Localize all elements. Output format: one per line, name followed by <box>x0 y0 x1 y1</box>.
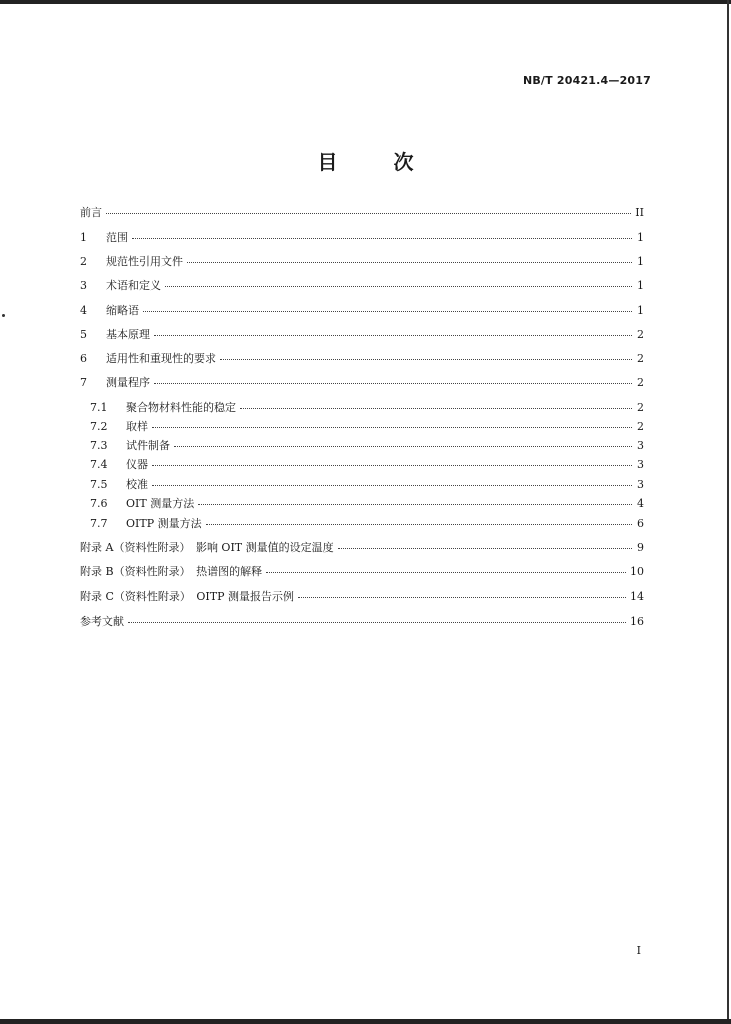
toc-entry-number: 4 <box>80 304 87 317</box>
scan-edge-top <box>0 0 731 4</box>
toc-entry-number: 7.7 <box>90 517 108 530</box>
dot-leader <box>106 204 631 214</box>
toc-entry[interactable] <box>80 229 644 249</box>
dot-leader <box>152 418 632 428</box>
toc-entry-text: 适用性和重现性的要求 <box>106 352 216 365</box>
toc-entry[interactable] <box>80 563 644 583</box>
toc-entry[interactable] <box>80 588 644 608</box>
document-code: NB/T 20421.4—2017 <box>522 74 651 87</box>
toc-entry[interactable] <box>80 350 644 370</box>
toc-entry-text: 附录 C（资料性附录） OITP 测量报告示例 <box>80 590 295 603</box>
page-number: I <box>636 944 641 957</box>
toc-entry-text: OITP 测量方法 <box>126 517 202 530</box>
dot-leader <box>298 588 626 598</box>
toc-entry-number: 2 <box>80 255 87 268</box>
toc-entry-number: 6 <box>80 352 87 365</box>
toc-entry[interactable] <box>80 302 644 322</box>
toc-entry-text: OIT 测量方法 <box>126 497 195 510</box>
toc-entry-label <box>80 588 294 604</box>
toc-entry-number: 7.2 <box>90 420 108 433</box>
toc-entry-number: 3 <box>80 279 87 292</box>
toc-entry-page: 2 <box>637 352 644 365</box>
toc-entry-label <box>80 350 216 366</box>
toc-entry[interactable] <box>80 456 644 476</box>
toc-entry-label <box>80 326 150 342</box>
toc-entry-page: 1 <box>637 231 644 244</box>
toc-entry-text: 测量程序 <box>106 376 150 389</box>
toc-entry-label <box>80 476 148 492</box>
toc-entry[interactable] <box>80 515 644 535</box>
dot-leader <box>154 326 632 336</box>
toc-entry[interactable] <box>80 374 644 394</box>
toc-entry-page: 1 <box>637 304 644 317</box>
toc-entry-label <box>80 456 148 472</box>
toc-entry-number: 7.4 <box>90 458 108 471</box>
dot-leader <box>132 229 632 239</box>
toc-entry[interactable] <box>80 437 644 457</box>
toc-entry-label <box>80 613 124 629</box>
toc-entry-page: 2 <box>637 401 644 414</box>
dot-leader <box>143 302 632 312</box>
toc-entry-text: 取样 <box>126 420 148 433</box>
toc-entry-label <box>80 253 183 269</box>
toc-entry-label <box>80 277 161 293</box>
toc-entry-page: 2 <box>637 420 644 433</box>
dot-leader <box>152 456 632 466</box>
toc-entry-page: 2 <box>637 328 644 341</box>
toc-entry-page: 6 <box>637 517 644 530</box>
toc-entry-number: 1 <box>80 231 87 244</box>
toc-entry-page: 14 <box>630 590 644 603</box>
toc-entry-text: 术语和定义 <box>106 279 161 292</box>
toc-entry-label <box>80 302 139 318</box>
dot-leader <box>338 539 632 549</box>
dot-leader <box>198 495 632 505</box>
toc-entry-page: 3 <box>637 458 644 471</box>
toc-entry-page: 4 <box>637 497 644 510</box>
toc-entry-text: 范围 <box>106 231 128 244</box>
toc-entry-page: 2 <box>637 376 644 389</box>
dot-leader <box>187 253 632 263</box>
toc-entry-label <box>80 399 236 415</box>
toc-entry-page: 10 <box>630 565 644 578</box>
toc-entry-label <box>80 495 194 511</box>
toc-entry-text: 附录 A（资料性附录） 影响 OIT 测量值的设定温度 <box>80 541 334 554</box>
toc-entry-label <box>80 204 102 220</box>
toc-entry-number: 7.5 <box>90 478 108 491</box>
scan-edge-bottom <box>0 1019 731 1024</box>
dot-leader <box>165 277 632 287</box>
toc-entry[interactable] <box>80 277 644 297</box>
toc-entry-text: 试件制备 <box>126 439 170 452</box>
toc-entry-text: 基本原理 <box>106 328 150 341</box>
dot-leader <box>154 374 632 384</box>
toc-entry[interactable] <box>80 253 644 273</box>
toc-entry[interactable] <box>80 399 644 419</box>
toc-entry[interactable] <box>80 204 644 224</box>
toc-entry-number: 7 <box>80 376 87 389</box>
toc-entry-label <box>80 437 170 453</box>
toc-entry-label <box>80 229 128 245</box>
toc-entry-label <box>80 515 202 531</box>
dot-leader <box>206 515 632 525</box>
toc-entry[interactable] <box>80 495 644 515</box>
dot-leader <box>240 399 632 409</box>
toc-entry-page: 3 <box>637 439 644 452</box>
toc-entry-label <box>80 539 334 555</box>
page-title: 目 次 <box>317 150 432 174</box>
toc-entry-text: 缩略语 <box>106 304 139 317</box>
toc-entry-label <box>80 374 150 390</box>
toc-entry-text: 规范性引用文件 <box>106 255 183 268</box>
toc-entry[interactable] <box>80 476 644 496</box>
toc-entry[interactable] <box>80 613 644 633</box>
toc-entry[interactable] <box>80 326 644 346</box>
toc-entry-page: 1 <box>637 279 644 292</box>
toc-entry-page: 1 <box>637 255 644 268</box>
toc-entry-number: 7.1 <box>90 401 108 414</box>
toc-entry-number: 5 <box>80 328 87 341</box>
toc-entry-text: 仪器 <box>126 458 148 471</box>
toc-entry-number: 7.6 <box>90 497 108 510</box>
toc-entry-text: 校准 <box>126 478 148 491</box>
toc-entry[interactable] <box>80 418 644 438</box>
toc-entry-text: 参考文献 <box>80 615 124 628</box>
dot-leader <box>152 476 632 486</box>
dot-leader <box>174 437 632 447</box>
toc-entry-label <box>80 563 262 579</box>
toc-entry-page: II <box>635 206 644 219</box>
dot-leader <box>266 563 626 573</box>
toc-entry-text: 附录 B（资料性附录） 热谱图的解释 <box>80 565 263 578</box>
toc-entry-text: 聚合物材料性能的稳定 <box>126 401 236 414</box>
toc-entry-page: 16 <box>630 615 644 628</box>
toc-entry-number: 7.3 <box>90 439 108 452</box>
toc-entry-label <box>80 418 148 434</box>
toc-entry-page: 3 <box>637 478 644 491</box>
dot-leader <box>220 350 632 360</box>
toc-entry-page: 9 <box>637 541 644 554</box>
dot-leader <box>128 613 626 623</box>
toc-entry[interactable] <box>80 539 644 559</box>
scan-speck <box>2 314 5 317</box>
toc-entry-text: 前言 <box>80 206 102 219</box>
